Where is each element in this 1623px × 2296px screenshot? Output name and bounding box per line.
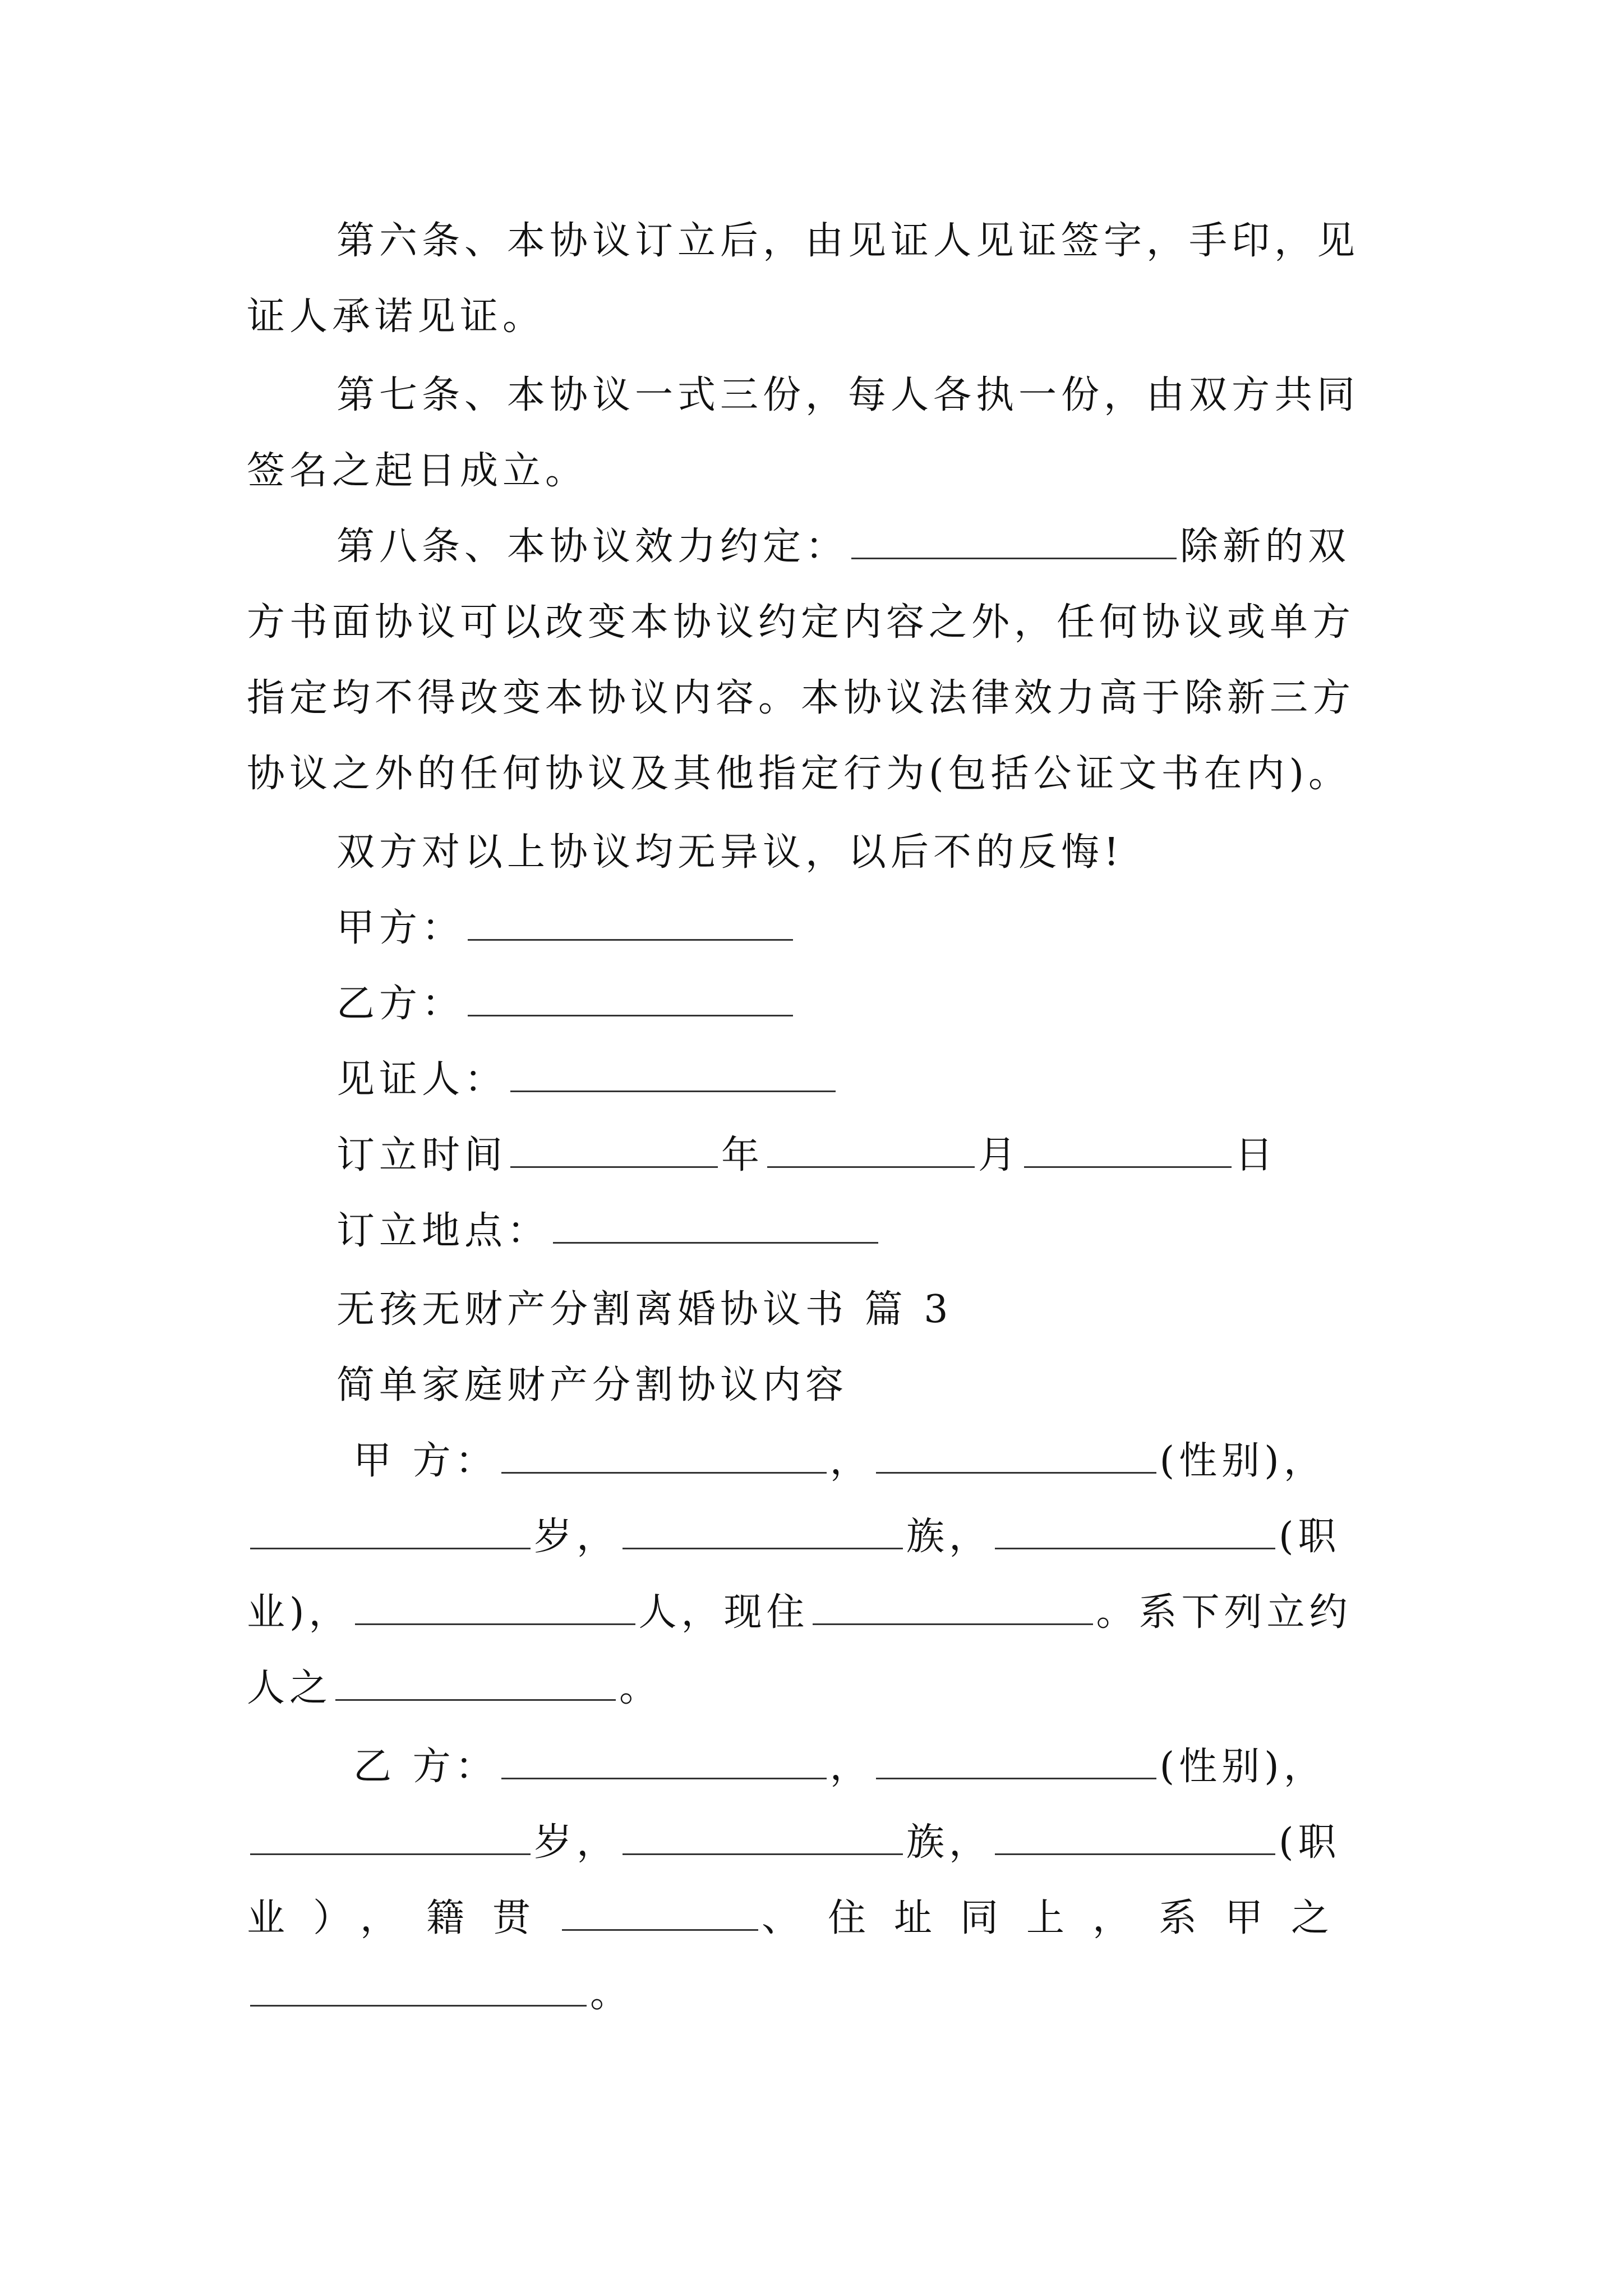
article6-line2: 证人承诺见证。	[247, 295, 546, 339]
party-b-period: 。	[590, 1972, 633, 2016]
article8-line1-suffix: 除新的双	[1180, 524, 1351, 569]
place-blank[interactable]	[553, 1209, 878, 1244]
year-label: 年	[721, 1133, 764, 1177]
party-a-address-blank[interactable]	[813, 1591, 1093, 1625]
party-a-relation-blank[interactable]	[335, 1667, 616, 1701]
party-a-block-label: 甲 方：	[353, 1439, 498, 1483]
party-b-age-blank[interactable]	[250, 1821, 531, 1855]
party-b-gender-label: (性别)，	[1159, 1745, 1326, 1789]
party-b-signature-row	[336, 982, 796, 1027]
date-label: 订立时间	[336, 1133, 508, 1177]
date-row	[336, 1133, 1278, 1178]
party-a-line1	[353, 1439, 1326, 1484]
witness-label: 见证人：	[336, 1057, 508, 1102]
party-b-age-label: 岁，	[534, 1820, 620, 1865]
party-b-signature-blank[interactable]	[468, 982, 793, 1016]
article8-line4: 协议之外的任何协议及其他指定行为(包括公证文书在内)。	[247, 752, 1352, 796]
party-a-ethnic-blank[interactable]	[623, 1515, 903, 1549]
party-a-signature-blank[interactable]	[468, 907, 793, 941]
article7-line1: 第七条、本协议一式三份，每人各执一份，由双方共同	[336, 373, 1360, 417]
party-b-relation-label: 、住址同上，系甲之	[762, 1896, 1358, 1940]
party-a-relation-label: 。系下列立约	[1096, 1590, 1352, 1635]
party-a-label: 甲方：	[336, 906, 465, 950]
year-blank[interactable]	[510, 1134, 718, 1168]
place-label: 订立地点：	[336, 1209, 550, 1253]
party-b-line4	[247, 1972, 633, 2017]
party-a-occupation-close: 业)，	[247, 1590, 352, 1635]
article8-line2: 方书面协议可以改变本协议约定内容之外，任何协议或单方	[247, 600, 1355, 645]
witness-signature-row	[336, 1057, 839, 1102]
party-a-age-label: 岁，	[534, 1515, 620, 1559]
party-b-line3	[247, 1896, 1357, 1941]
day-label: 日	[1235, 1133, 1278, 1177]
place-row	[336, 1209, 882, 1254]
party-b-occupation-blank[interactable]	[995, 1821, 1275, 1855]
validity-blank[interactable]	[851, 525, 1177, 559]
party-b-ethnic-label: 族，	[906, 1820, 992, 1865]
party-a-age-blank[interactable]	[250, 1515, 531, 1549]
agreement-statement: 双方对以上协议均无异议，以后不的反悔!	[336, 830, 1124, 875]
month-blank[interactable]	[767, 1134, 975, 1168]
article7-line2: 签名之起日成立。	[247, 449, 588, 493]
day-blank[interactable]	[1024, 1134, 1232, 1168]
party-a-gender-label: (性别)，	[1159, 1439, 1326, 1483]
party-b-occupation-open: (职	[1279, 1820, 1341, 1865]
article8-line1	[336, 524, 1350, 569]
party-a-ethnic-label: 族，	[906, 1515, 992, 1559]
party-b-block-label: 乙 方：	[353, 1745, 498, 1789]
party-a-line2	[247, 1515, 1341, 1559]
article6-line1: 第六条、本协议订立后，由见证人见证签字，手印，见	[336, 219, 1360, 263]
party-a-occupation-blank[interactable]	[995, 1515, 1275, 1549]
party-b-native-blank[interactable]	[562, 1897, 758, 1931]
party-a-line3	[247, 1590, 1352, 1635]
party-a-native-label: 人，现住	[638, 1590, 809, 1635]
party-b-label: 乙方：	[336, 982, 465, 1026]
party-a-line4	[247, 1666, 662, 1711]
party-b-line1	[353, 1745, 1326, 1789]
party-a-comma: ，	[829, 1439, 873, 1483]
month-label: 月	[978, 1133, 1021, 1177]
party-b-native-label: 业），籍贯	[247, 1896, 559, 1940]
party-a-signature-row	[336, 906, 796, 951]
party-a-occupation-open: (职	[1279, 1515, 1341, 1559]
party-b-name-blank[interactable]	[501, 1745, 827, 1779]
party-b-line2	[247, 1820, 1341, 1865]
party-a-name-blank[interactable]	[501, 1439, 827, 1474]
party-b-comma: ，	[829, 1745, 873, 1789]
party-b-relation-blank[interactable]	[250, 1972, 587, 2007]
section3-subtitle: 简单家庭财产分割协议内容	[336, 1363, 849, 1407]
party-b-gender-blank[interactable]	[876, 1745, 1156, 1779]
party-a-gender-blank[interactable]	[876, 1439, 1156, 1474]
article8-label: 第八条、本协议效力约定：	[336, 524, 849, 569]
witness-signature-blank[interactable]	[510, 1058, 836, 1092]
party-a-relation-end: 人之	[247, 1666, 333, 1710]
party-b-ethnic-blank[interactable]	[623, 1821, 903, 1855]
party-a-native-blank[interactable]	[355, 1591, 635, 1625]
party-a-period: 。	[619, 1666, 662, 1710]
article8-line3: 指定均不得改变本协议内容。本协议法律效力高于除新三方	[247, 676, 1355, 720]
section3-title: 无孩无财产分割离婚协议书 篇 3	[336, 1287, 953, 1332]
